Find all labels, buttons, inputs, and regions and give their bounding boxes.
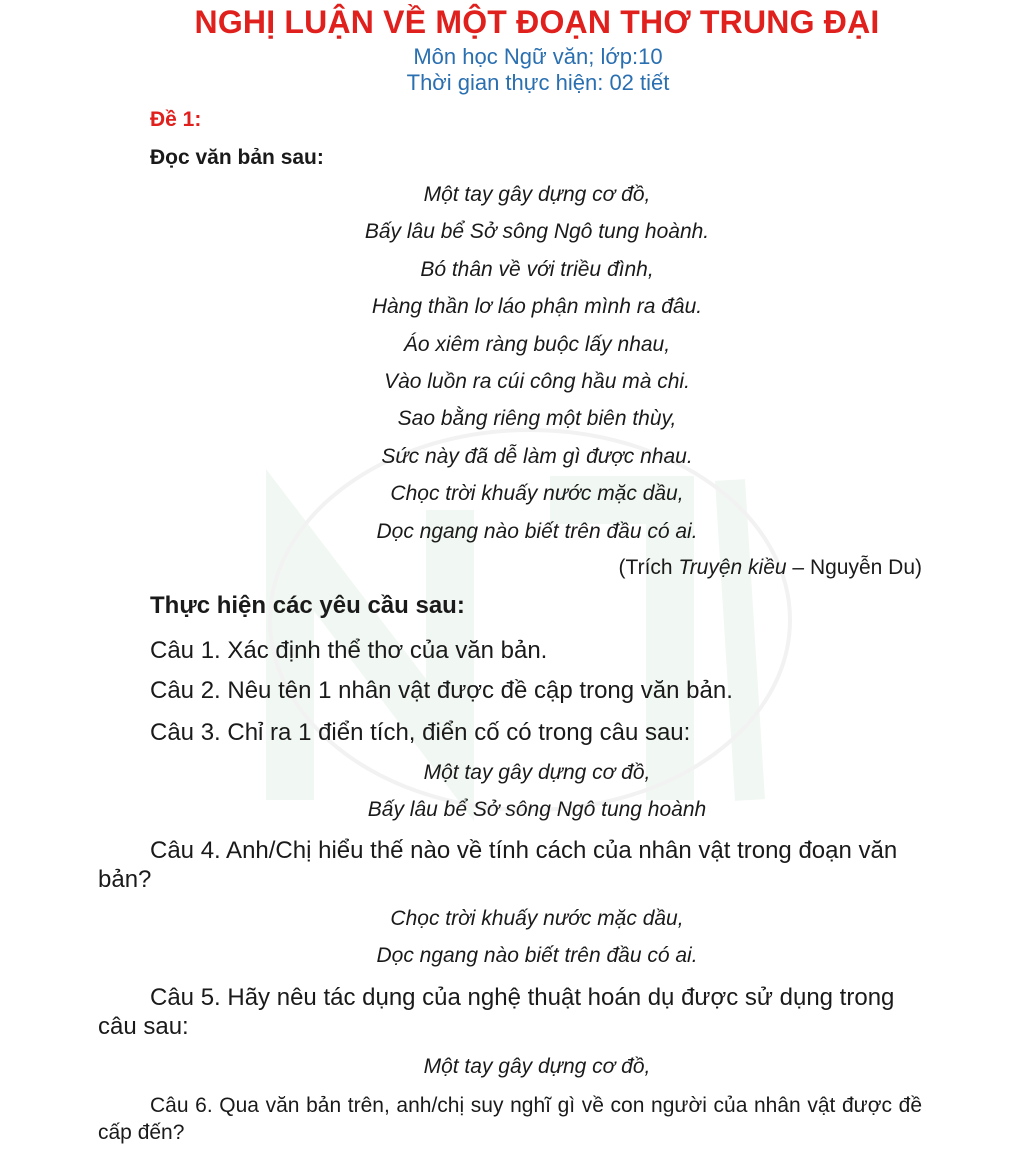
quote-line: Một tay gây dựng cơ đồ, [423, 1055, 651, 1078]
question-2: Câu 2. Nêu tên 1 nhân vật được đề cập trong văn bản. [150, 677, 733, 704]
question-4: Câu 4. Anh/Chị hiểu thế nào về tính cách của nhân vật trong đoạn văn bản? [98, 837, 898, 893]
question-6: Câu 6. Qua văn bản trên, anh/chị suy nghĩ gì về con người của nhân vật được đề cấp đến? [98, 1094, 922, 1144]
source-citation [619, 556, 922, 580]
exam-label: Đề 1: [150, 108, 202, 131]
read-instruction: Đọc văn bản sau: [150, 146, 324, 169]
poem-line: Sao bằng riêng một biên thùy, [397, 407, 677, 431]
poem-line: Sức này đã dễ làm gì được nhau. [381, 444, 693, 468]
question-5-quote [0, 1048, 1024, 1085]
question-4-quote [0, 900, 1024, 975]
quote-line: Một tay gây dựng cơ đồ, [423, 761, 651, 784]
question-1: Câu 1. Xác định thể thơ của văn bản. [150, 637, 548, 664]
poem-line: Chọc trời khuấy nước mặc dầu, [390, 482, 684, 506]
questions-heading: Thực hiện các yêu cầu sau: [150, 592, 465, 619]
question-3: Câu 3. Chỉ ra 1 điển tích, điển cố có trong câu sau: [150, 719, 691, 746]
source-work: Truyện kiều [678, 556, 787, 579]
question-5: Câu 5. Hãy nêu tác dụng của nghệ thuật hoán dụ được sử dụng trong câu sau: [98, 984, 895, 1040]
poem-line: Áo xiêm ràng buộc lấy nhau, [403, 332, 671, 356]
poem-line: Bó thân về với triều đình, [420, 257, 654, 281]
poem-line: Dọc ngang nào biết trên đầu có ai. [376, 519, 698, 543]
poem-line: Bấy lâu bể Sở sông Ngô tung hoành. [364, 220, 710, 244]
poem-line: Vào luồn ra cúi công hầu mà chi. [384, 369, 690, 393]
poem-line: Một tay gây dựng cơ đồ, [423, 183, 651, 206]
poem-line: Hàng thần lơ láo phận mình ra đâu. [371, 295, 703, 319]
source-suffix: – Nguyễn Du) [786, 556, 922, 579]
poem-excerpt [0, 176, 1024, 550]
quote-line: Bấy lâu bể Sở sông Ngô tung hoành [367, 798, 707, 822]
quote-line: Dọc ngang nào biết trên đầu có ai. [376, 944, 698, 968]
duration-line: Thời gian thực hiện: 02 tiết [406, 70, 670, 95]
quote-line: Chọc trời khuấy nước mặc dầu, [390, 907, 684, 930]
question-3-quote [0, 754, 1024, 829]
document-title: NGHỊ LUẬN VỀ MỘT ĐOẠN THƠ TRUNG ĐẠI [194, 4, 880, 40]
subject-line: Môn học Ngữ văn; lớp:10 [413, 44, 663, 69]
source-prefix: (Trích [618, 556, 679, 579]
